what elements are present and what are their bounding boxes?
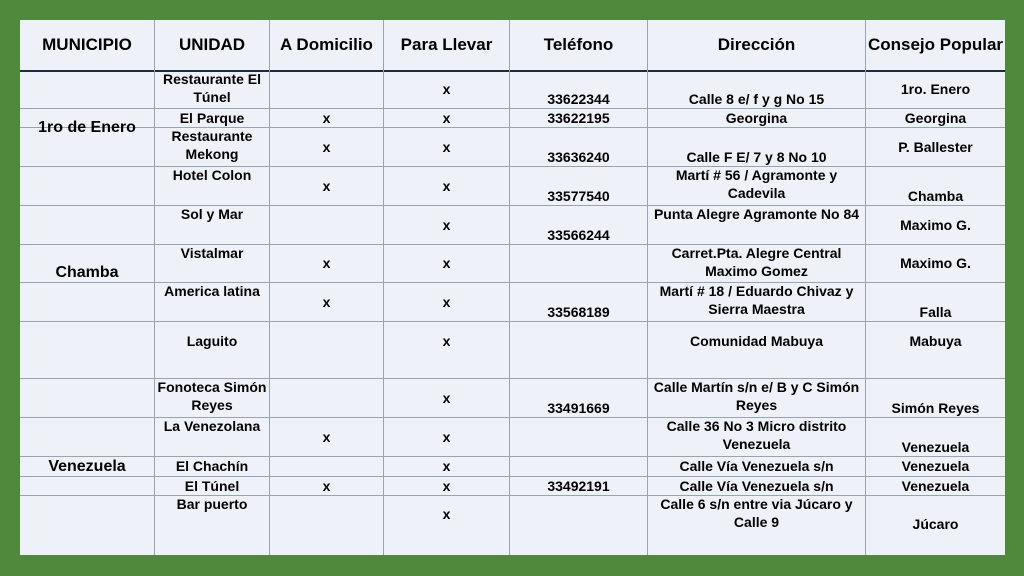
cell-consejo: Falla bbox=[865, 282, 1005, 321]
cell-llevar: x bbox=[383, 282, 509, 321]
cell-telefono: 33492191 bbox=[509, 476, 647, 495]
cell-telefono: 33491669 bbox=[509, 378, 647, 417]
cell-llevar: x bbox=[383, 456, 509, 476]
cell-unidad: Restaurante El Túnel bbox=[154, 70, 269, 108]
cell-consejo: Maximo G. bbox=[865, 205, 1005, 244]
spacer-row bbox=[20, 360, 1005, 378]
table-row bbox=[20, 108, 1005, 127]
header-unidad: UNIDAD bbox=[154, 20, 269, 70]
cell-llevar: x bbox=[383, 166, 509, 205]
table-row bbox=[20, 70, 1005, 108]
column-divider bbox=[383, 20, 384, 555]
column-divider bbox=[647, 20, 648, 555]
cell-direccion: Martí # 18 / Eduardo Chivaz y Sierra Maestra bbox=[647, 282, 865, 321]
cell-telefono bbox=[509, 456, 647, 476]
column-divider bbox=[865, 20, 866, 555]
cell-telefono bbox=[509, 244, 647, 282]
cell-domicilio bbox=[269, 495, 383, 533]
cell-consejo: Georgina bbox=[865, 108, 1005, 127]
cell-llevar: x bbox=[383, 495, 509, 533]
cell-llevar: x bbox=[383, 127, 509, 166]
table-row bbox=[20, 495, 1005, 533]
cell-llevar: x bbox=[383, 378, 509, 417]
cell-unidad: Hotel Colon bbox=[154, 166, 269, 205]
row-divider bbox=[20, 378, 1005, 379]
cell-direccion: Georgina bbox=[647, 108, 865, 127]
table-row bbox=[20, 127, 1005, 166]
header-llevar: Para Llevar bbox=[383, 20, 509, 70]
cell-telefono: 33622344 bbox=[509, 70, 647, 108]
cell-domicilio: x bbox=[269, 127, 383, 166]
header-municipio: MUNICIPIO bbox=[42, 35, 132, 54]
cell-telefono: 33636240 bbox=[509, 127, 647, 166]
cell-direccion: Martí # 56 / Agramonte y Cadevila bbox=[647, 166, 865, 205]
cell-domicilio: x bbox=[269, 244, 383, 282]
cell-domicilio: x bbox=[269, 108, 383, 127]
header-telefono: Teléfono bbox=[509, 20, 647, 70]
cell-consejo: Maximo G. bbox=[865, 244, 1005, 282]
cell-consejo: 1ro. Enero bbox=[865, 70, 1005, 108]
header-direccion: Dirección bbox=[647, 20, 865, 70]
cell-unidad: Fonoteca Simón Reyes bbox=[154, 378, 269, 417]
row-divider bbox=[20, 495, 1005, 496]
cell-direccion: Calle 36 No 3 Micro distrito Venezuela bbox=[647, 417, 865, 456]
table-row bbox=[20, 321, 1005, 360]
cell-llevar: x bbox=[383, 70, 509, 108]
cell-consejo: Venezuela bbox=[865, 456, 1005, 476]
row-divider bbox=[20, 244, 1005, 245]
cell-direccion: Punta Alegre Agramonte No 84 bbox=[647, 205, 865, 244]
cell-telefono bbox=[509, 495, 647, 533]
row-divider bbox=[20, 321, 1005, 322]
table-row bbox=[20, 417, 1005, 456]
table-row bbox=[20, 166, 1005, 205]
cell-domicilio: x bbox=[269, 166, 383, 205]
cell-unidad: America latina bbox=[154, 282, 269, 321]
row-divider bbox=[20, 282, 1005, 283]
cell-consejo: Simón Reyes bbox=[865, 378, 1005, 417]
cell-unidad: El Parque bbox=[154, 108, 269, 127]
table-row bbox=[20, 378, 1005, 417]
cell-llevar: x bbox=[383, 417, 509, 456]
row-divider bbox=[20, 417, 1005, 418]
cell-unidad: La Venezolana bbox=[154, 417, 269, 456]
table-header bbox=[20, 20, 1005, 70]
row-divider bbox=[20, 476, 1005, 477]
cell-telefono: 33622195 bbox=[509, 108, 647, 127]
cell-direccion: Comunidad Mabuya bbox=[647, 321, 865, 360]
header-domicilio: A Domicilio bbox=[269, 20, 383, 70]
cell-telefono: 33577540 bbox=[509, 166, 647, 205]
cell-direccion: Calle 8 e/ f y g No 15 bbox=[647, 70, 865, 108]
row-divider bbox=[20, 108, 1005, 109]
table-row bbox=[20, 282, 1005, 321]
cell-direccion: Calle 6 s/n entre via Júcaro y Calle 9 bbox=[647, 495, 865, 533]
cell-consejo: P. Ballester bbox=[865, 127, 1005, 166]
cell-telefono: 33566244 bbox=[509, 205, 647, 244]
cell-unidad: Sol y Mar bbox=[154, 205, 269, 244]
cell-direccion: Calle Martín s/n e/ B y C Simón Reyes bbox=[647, 378, 865, 417]
cell-direccion: Calle Vía Venezuela s/n bbox=[647, 456, 865, 476]
cell-telefono bbox=[509, 417, 647, 456]
cell-unidad: Laguito bbox=[154, 321, 269, 360]
cell-direccion: Calle F E/ 7 y 8 No 10 bbox=[647, 127, 865, 166]
cell-direccion: Calle Vía Venezuela s/n bbox=[647, 476, 865, 495]
header-consejo: Consejo Popular bbox=[865, 20, 1005, 70]
row-divider bbox=[20, 127, 1005, 128]
column-divider bbox=[154, 20, 155, 555]
cell-consejo: Venezuela bbox=[865, 476, 1005, 495]
cell-unidad: El Túnel bbox=[154, 476, 269, 495]
cell-llevar: x bbox=[383, 205, 509, 244]
row-divider bbox=[20, 166, 1005, 167]
table-row bbox=[20, 456, 1005, 476]
table-row bbox=[20, 205, 1005, 244]
row-divider bbox=[20, 205, 1005, 206]
cell-domicilio bbox=[269, 378, 383, 417]
cell-domicilio bbox=[269, 70, 383, 108]
cell-domicilio: x bbox=[269, 417, 383, 456]
cell-consejo: Júcaro bbox=[865, 495, 1005, 533]
cell-telefono: 33568189 bbox=[509, 282, 647, 321]
table-row bbox=[20, 244, 1005, 282]
municipio-cell: Chamba bbox=[55, 264, 119, 281]
cell-direccion: Carret.Pta. Alegre Central Maximo Gomez bbox=[647, 244, 865, 282]
cell-domicilio: x bbox=[269, 476, 383, 495]
cell-domicilio: x bbox=[269, 282, 383, 321]
table-row bbox=[20, 476, 1005, 495]
cell-unidad: Bar puerto bbox=[154, 495, 269, 533]
cell-llevar: x bbox=[383, 321, 509, 360]
cell-telefono bbox=[509, 321, 647, 360]
cell-llevar: x bbox=[383, 108, 509, 127]
cell-consejo: Chamba bbox=[865, 166, 1005, 205]
cell-domicilio bbox=[269, 205, 383, 244]
column-divider bbox=[269, 20, 270, 555]
cell-unidad: Vistalmar bbox=[154, 244, 269, 282]
column-divider bbox=[509, 20, 510, 555]
cell-llevar: x bbox=[383, 244, 509, 282]
cell-consejo: Mabuya bbox=[865, 321, 1005, 360]
cell-consejo: Venezuela bbox=[865, 417, 1005, 456]
municipio-cell: 1ro de Enero bbox=[38, 119, 136, 136]
municipio-cell: Venezuela bbox=[48, 457, 126, 475]
cell-domicilio bbox=[269, 456, 383, 476]
cell-unidad: El Chachín bbox=[154, 456, 269, 476]
cell-unidad: Restaurante Mekong bbox=[154, 127, 269, 166]
cell-llevar: x bbox=[383, 476, 509, 495]
restaurant-table bbox=[20, 20, 1005, 555]
cell-domicilio bbox=[269, 321, 383, 360]
row-divider bbox=[20, 456, 1005, 457]
